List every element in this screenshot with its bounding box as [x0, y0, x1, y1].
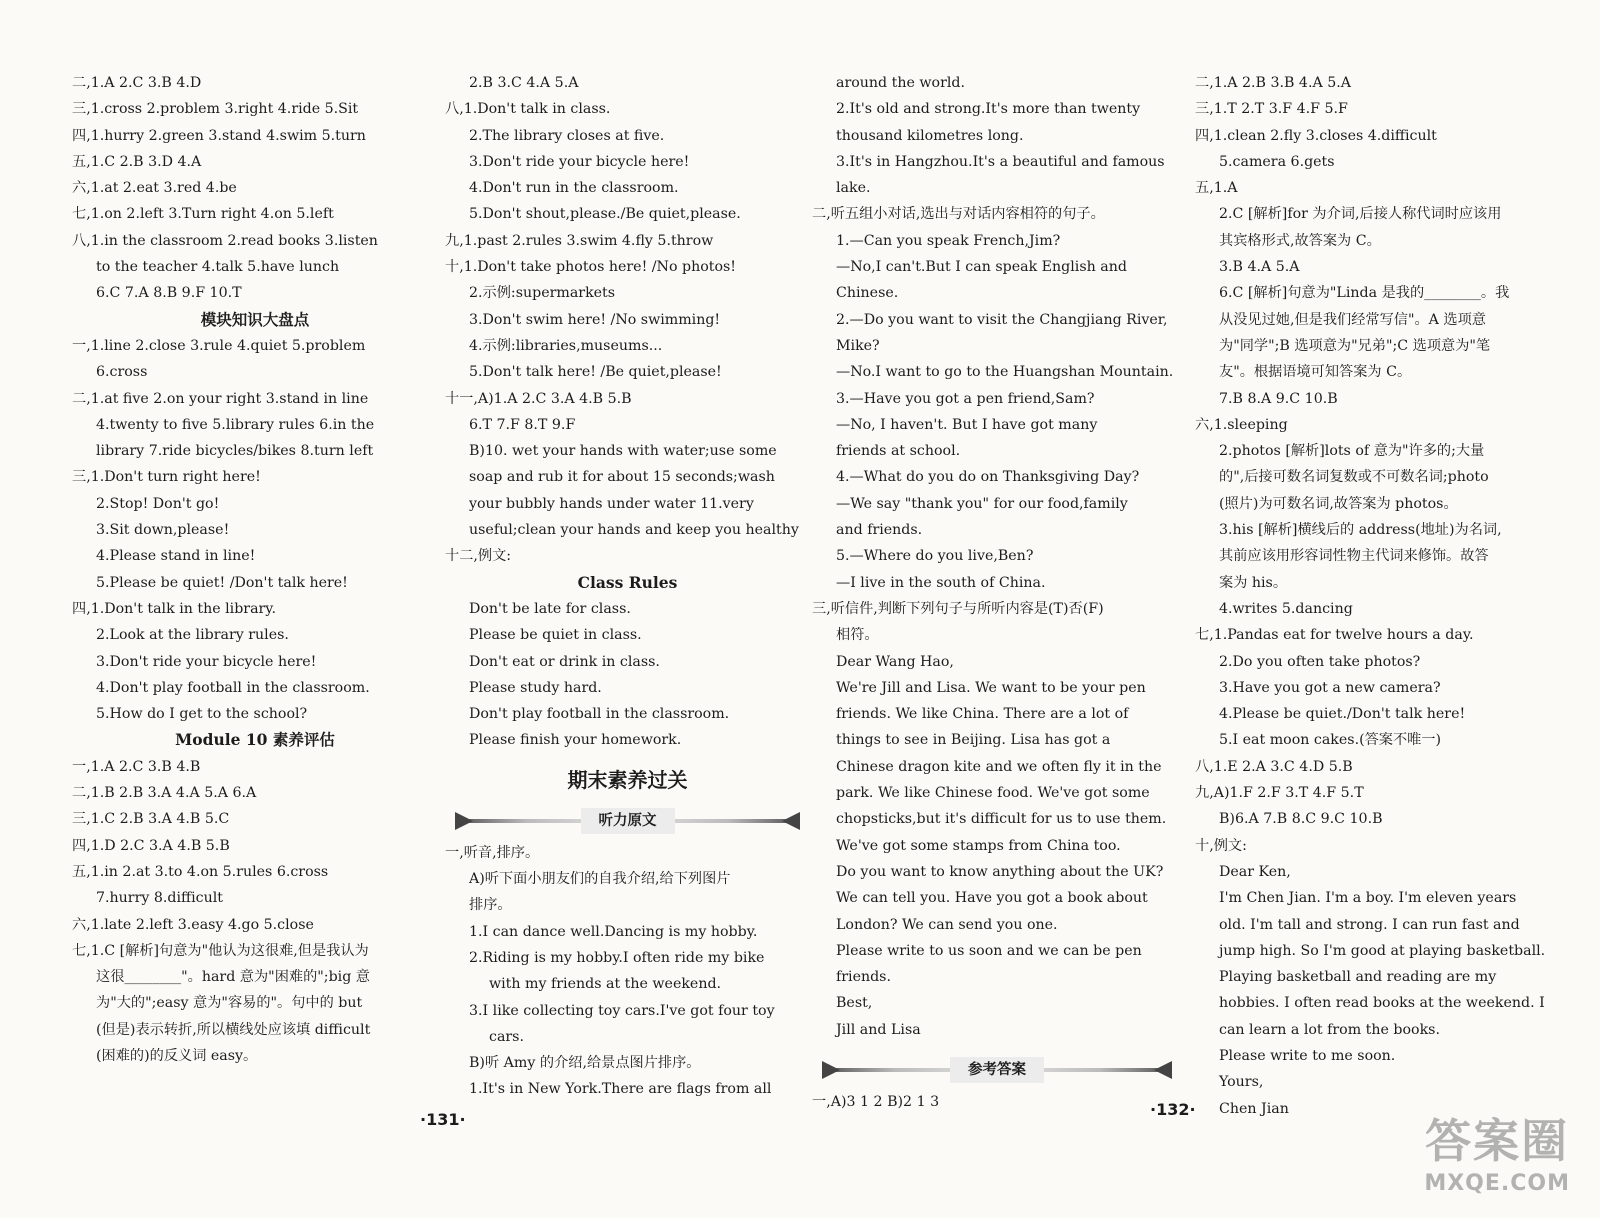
- text-line: 二,1.at five 2.on your right 3.stand in line: [72, 390, 369, 407]
- text-line: 从没见过她,但是我们经常写信"。A 选项意: [1219, 311, 1486, 328]
- text-line: Mike?: [836, 337, 880, 354]
- text-line: 1.I can dance well.Dancing is my hobby.: [469, 923, 758, 940]
- text-line: 3.It's in Hangzhou.It's a beautiful and famous: [836, 153, 1165, 170]
- text-line: soap and rub it for about 15 seconds;wash: [469, 469, 775, 486]
- text-line: A)听下面小朋友们的自我介绍,给下列图片: [469, 871, 731, 888]
- text-line: 4.Don't play football in the classroom.: [96, 679, 370, 696]
- text-line: B)10. wet your hands with water;use some: [469, 443, 777, 460]
- text-line: (照片)为可数名词,故答案为 photos。: [1219, 495, 1458, 512]
- text-line: 5.camera 6.gets: [1219, 153, 1335, 170]
- banner-arrow-right-icon: [782, 812, 800, 830]
- text-line: —No,I can't.But I can speak English and: [836, 259, 1127, 276]
- banner-label: 听力原文: [581, 808, 675, 834]
- column-2-bottom: [445, 840, 810, 1103]
- text-line: 5.I eat moon cakes.(答案不唯一): [1219, 732, 1442, 749]
- column-3: [812, 70, 1182, 1115]
- text-line: 这很________"。hard 意为"困难的";big 意: [96, 969, 370, 986]
- text-line: 三,1.cross 2.problem 3.right 4.ride 5.Sit: [72, 101, 359, 118]
- text-line: 3.Don't ride your bicycle here!: [469, 153, 690, 170]
- text-line: 2.The library closes at five.: [469, 127, 665, 144]
- text-line: Best,: [836, 995, 873, 1012]
- text-line: 5.—Where do you live,Ben?: [836, 548, 1034, 565]
- text-line: 2.Look at the library rules.: [96, 627, 289, 644]
- text-line: Please study hard.: [469, 679, 602, 696]
- text-line: your bubbly hands under water 11.very: [469, 495, 754, 512]
- text-line: with my friends at the weekend.: [489, 976, 722, 993]
- text-line: cars.: [489, 1028, 524, 1045]
- page-number-right: ·132·: [1150, 1100, 1196, 1119]
- text-line: 1.It's in New York.There are flags from all: [469, 1081, 772, 1098]
- text-line: 4.Please stand in line!: [96, 548, 256, 565]
- text-line: 八,1.E 2.A 3.C 4.D 5.B: [1195, 758, 1353, 775]
- text-line: 四,1.D 2.C 3.A 4.B 5.B: [72, 837, 230, 854]
- text-line: —No.I want to go to the Huangshan Mountain.: [836, 364, 1174, 381]
- text-line: —I live in the south of China.: [836, 574, 1046, 591]
- watermark-logo: [1424, 1105, 1570, 1196]
- text-line: hobbies. I often read books at the weekend. I: [1219, 995, 1545, 1012]
- text-line: library 7.ride bicycles/bikes 8.turn left: [96, 443, 374, 460]
- text-line: 3.B 4.A 5.A: [1219, 259, 1300, 276]
- banner-arrow-left-icon: [822, 1061, 840, 1079]
- text-line: We've got some stamps from China too.: [836, 837, 1121, 854]
- text-line: jump high. So I'm good at playing basketball.: [1219, 942, 1546, 959]
- text-line: 五,1.C 2.B 3.D 4.A: [72, 153, 202, 170]
- text-line: 六,1.sleeping: [1195, 416, 1288, 433]
- text-line: 6.cross: [96, 364, 148, 381]
- text-line: friends. We like China. There are a lot of: [836, 706, 1129, 723]
- listening-banner: [459, 806, 796, 836]
- text-line: 一,A)3 1 2 B)2 1 3: [812, 1093, 940, 1110]
- text-line: to the teacher 4.talk 5.have lunch: [96, 259, 340, 276]
- banner-label: 参考答案: [950, 1057, 1044, 1083]
- text-line: chopsticks,but it's difficult for us to use them.: [836, 811, 1167, 828]
- column-3-bottom: [812, 1089, 1182, 1115]
- text-line: (困难的)的反义词 easy。: [96, 1047, 258, 1064]
- text-line: 六,1.at 2.eat 3.red 4.be: [72, 180, 237, 197]
- text-line: Don't be late for class.: [469, 600, 631, 617]
- text-line: Please finish your homework.: [469, 732, 682, 749]
- text-line: Do you want to know anything about the UK?: [836, 863, 1164, 880]
- text-line: 八,1.Don't talk in class.: [445, 101, 611, 118]
- text-line: Please be quiet in class.: [469, 627, 642, 644]
- text-line: 为"同学";B 选项意为"兄弟";C 选项意为"笔: [1219, 337, 1491, 354]
- text-line: 3.Don't swim here! /No swimming!: [469, 311, 721, 328]
- text-line: 四,1.Don't talk in the library.: [72, 600, 276, 617]
- text-line: Chinese.: [836, 285, 899, 302]
- text-line: 友"。根据语境可知答案为 C。: [1219, 364, 1412, 381]
- text-line: 四,1.clean 2.fly 3.closes 4.difficult: [1195, 127, 1437, 144]
- text-line: 5.How do I get to the school?: [96, 706, 308, 723]
- text-line: 3.Don't ride your bicycle here!: [96, 653, 317, 670]
- text-line: old. I'm tall and strong. I can run fast and: [1219, 916, 1520, 933]
- text-line: Chen Jian: [1219, 1100, 1289, 1117]
- text-line: 十,例文:: [1195, 837, 1247, 854]
- text-line: 2.C [解析]for 为介词,后接人称代词时应该用: [1219, 206, 1502, 223]
- text-line: 十二,例文:: [445, 548, 512, 565]
- text-line: 二,1.A 2.C 3.B 4.D: [72, 75, 202, 91]
- text-line: 七,1.C [解析]句意为"他认为这很难,但是我认为: [72, 942, 369, 959]
- text-line: —No, I haven't. But I have got many: [836, 416, 1098, 433]
- text-line: We can tell you. Have you got a book about: [836, 890, 1148, 907]
- text-line: 2.It's old and strong.It's more than twenty: [836, 101, 1141, 118]
- answers-banner: [826, 1055, 1168, 1085]
- text-line: 3.his [解析]横线后的 address(地址)为名词,: [1219, 522, 1502, 539]
- text-line: 1.—Can you speak French,Jim?: [836, 232, 1061, 249]
- banner-arrow-left-icon: [455, 812, 473, 830]
- text-line: Playing basketball and reading are my: [1219, 969, 1497, 986]
- text-line: 4.twenty to five 5.library rules 6.in the: [96, 416, 375, 433]
- text-line: 其前应该用形容词性物主代词来修饰。故答: [1219, 548, 1489, 565]
- text-line: 一,1.line 2.close 3.rule 4.quiet 5.problem: [72, 337, 366, 354]
- text-line: B)听 Amy 的介绍,给景点图片排序。: [469, 1055, 701, 1072]
- text-line: Don't eat or drink in class.: [469, 653, 660, 670]
- text-line: 五,1.A: [1195, 180, 1238, 197]
- section-heading: 期末素养过关: [567, 767, 688, 792]
- text-line: can learn a lot from the books.: [1219, 1021, 1440, 1038]
- text-line: 十一,A)1.A 2.C 3.A 4.B 5.B: [445, 390, 632, 407]
- text-line: thousand kilometres long.: [836, 127, 1024, 144]
- text-line: friends at school.: [836, 443, 961, 460]
- text-line: Dear Wang Hao,: [836, 653, 954, 670]
- text-line: 3.Have you got a new camera?: [1219, 679, 1441, 696]
- text-line: 四,1.hurry 2.green 3.stand 4.swim 5.turn: [72, 127, 366, 144]
- text-line: 6.T 7.F 8.T 9.F: [469, 416, 576, 433]
- page-number-left: ·131·: [420, 1110, 466, 1129]
- text-line: 模块知识大盘点: [200, 309, 310, 329]
- text-line: 2.photos [解析]lots of 意为"许多的;大量: [1219, 443, 1485, 460]
- text-line: 5.Don't shout,please./Be quiet,please.: [469, 206, 741, 223]
- text-line: park. We like Chinese food. We've got some: [836, 785, 1150, 802]
- text-line: 3.Sit down,please!: [96, 522, 230, 539]
- text-line: 5.Please be quiet! /Don't talk here!: [96, 574, 348, 591]
- text-line: 二,听五组小对话,选出与对话内容相符的句子。: [812, 206, 1105, 223]
- text-line: 二,1.A 2.B 3.B 4.A 5.A: [1195, 75, 1352, 91]
- text-line: (但是)表示转折,所以横线处应该填 difficult: [96, 1021, 371, 1038]
- watermark-url: MXQE.COM: [1424, 1171, 1570, 1196]
- text-line: 七,1.on 2.left 3.Turn right 4.on 5.left: [72, 206, 334, 223]
- column-2-top: [445, 70, 810, 754]
- text-line: 7.B 8.A 9.C 10.B: [1219, 390, 1338, 407]
- text-line: 七,1.Pandas eat for twelve hours a day.: [1195, 627, 1474, 644]
- text-line: B)6.A 7.B 8.C 9.C 10.B: [1219, 811, 1383, 828]
- text-line: Jill and Lisa: [836, 1021, 921, 1038]
- text-line: 7.hurry 8.difficult: [96, 890, 223, 907]
- text-line: 二,1.B 2.B 3.A 4.A 5.A 6.A: [72, 785, 257, 802]
- text-line: Don't play football in the classroom.: [469, 706, 730, 723]
- text-line: 6.C [解析]句意为"Linda 是我的________。我: [1219, 285, 1510, 302]
- text-line: 4.—What do you do on Thanksgiving Day?: [836, 469, 1140, 486]
- text-line: 一,1.A 2.C 3.B 4.B: [72, 758, 201, 775]
- column-4: [1195, 70, 1570, 1122]
- text-line: lake.: [836, 180, 871, 197]
- text-line: 4.writes 5.dancing: [1219, 600, 1353, 617]
- text-line: 2.B 3.C 4.A 5.A: [469, 75, 579, 91]
- banner-arrow-right-icon: [1154, 1061, 1172, 1079]
- text-line: around the world.: [836, 75, 965, 91]
- text-line: 3.I like collecting toy cars.I've got four toy: [469, 1002, 775, 1019]
- text-line: 三,1.C 2.B 3.A 4.B 5.C: [72, 811, 230, 828]
- text-line: 5.Don't talk here! /Be quiet,please!: [469, 364, 722, 381]
- text-line: Chinese dragon kite and we often fly it in the: [836, 758, 1162, 775]
- text-line: 2.Do you often take photos?: [1219, 653, 1421, 670]
- text-line: 6.C 7.A 8.B 9.F 10.T: [96, 285, 242, 302]
- text-line: I'm Chen Jian. I'm a boy. I'm eleven years: [1219, 890, 1517, 907]
- text-line: Dear Ken,: [1219, 863, 1291, 880]
- column-2: [445, 70, 810, 1103]
- text-line: 的",后接可数名词复数或不可数名词;photo: [1219, 469, 1489, 486]
- column-1: [72, 70, 438, 1069]
- text-line: —We say "thank you" for our food,family: [836, 495, 1128, 512]
- text-line: 三,听信件,判断下列句子与所听内容是(T)否(F): [812, 600, 1104, 617]
- text-line: things to see in Beijing. Lisa has got a: [836, 732, 1111, 749]
- text-line: Class Rules: [577, 572, 678, 592]
- text-line: We're Jill and Lisa. We want to be your pen: [836, 679, 1146, 696]
- text-line: 案为 his。: [1219, 574, 1288, 591]
- text-line: 3.—Have you got a pen friend,Sam?: [836, 390, 1095, 407]
- text-line: useful;clean your hands and keep you healthy: [469, 522, 799, 539]
- text-line: 2.示例:supermarkets: [469, 285, 616, 302]
- text-line: 4.示例:libraries,museums...: [469, 337, 663, 354]
- text-line: Please write to us soon and we can be pen: [836, 942, 1142, 959]
- text-line: 三,1.Don't turn right here!: [72, 469, 261, 486]
- text-line: 一,听音,排序。: [445, 844, 540, 861]
- text-line: 4.Don't run in the classroom.: [469, 180, 679, 197]
- text-line: 九,1.past 2.rules 3.swim 4.fly 5.throw: [445, 232, 714, 249]
- text-line: 相符。: [836, 627, 879, 644]
- text-line: 其宾格形式,故答案为 C。: [1219, 232, 1381, 249]
- text-line: 2.Riding is my hobby.I often ride my bike: [469, 949, 765, 966]
- text-line: 十,1.Don't take photos here! /No photos!: [445, 259, 737, 276]
- text-line: 三,1.T 2.T 3.F 4.F 5.F: [1195, 101, 1348, 118]
- text-line: Module 10 素养评估: [175, 730, 335, 750]
- text-line: 4.Please be quiet./Don't talk here!: [1219, 706, 1466, 723]
- text-line: and friends.: [836, 522, 923, 539]
- text-line: 八,1.in the classroom 2.read books 3.listen: [72, 232, 378, 249]
- text-line: 为"大的";easy 意为"容易的"。句中的 but: [96, 995, 363, 1012]
- text-line: friends.: [836, 969, 891, 986]
- text-line: 九,A)1.F 2.F 3.T 4.F 5.T: [1195, 785, 1364, 802]
- text-line: Yours,: [1219, 1074, 1264, 1091]
- text-line: London? We can send you one.: [836, 916, 1058, 933]
- text-line: 六,1.late 2.left 3.easy 4.go 5.close: [72, 916, 314, 933]
- text-line: 2.—Do you want to visit the Changjiang River,: [836, 311, 1168, 328]
- watermark-title: 答案圈: [1425, 1114, 1570, 1168]
- text-line: Please write to me soon.: [1219, 1047, 1396, 1064]
- text-line: 排序。: [469, 897, 512, 914]
- text-line: 2.Stop! Don't go!: [96, 495, 220, 512]
- column-3-top: [812, 70, 1182, 1043]
- text-line: 五,1.in 2.at 3.to 4.on 5.rules 6.cross: [72, 863, 329, 880]
